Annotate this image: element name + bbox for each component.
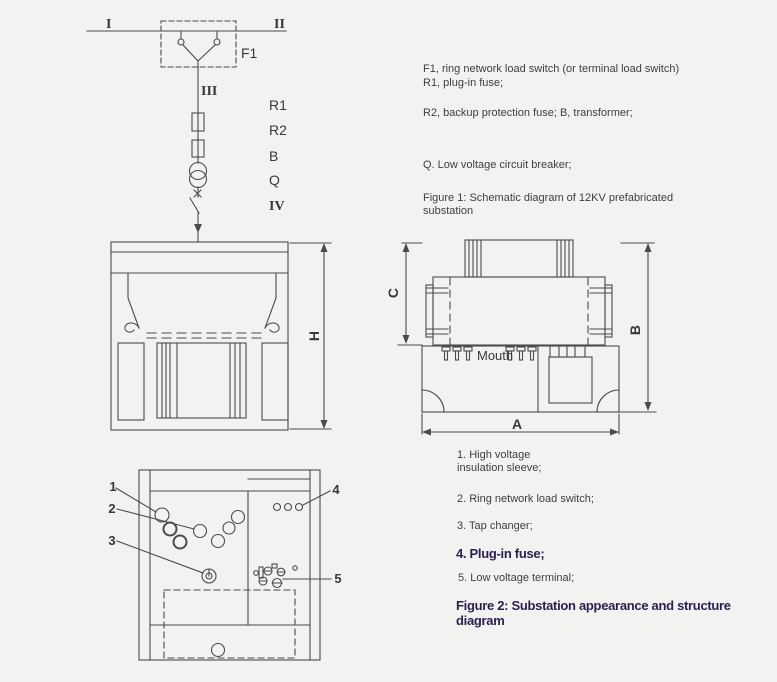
callout-1: 1 bbox=[109, 479, 117, 494]
callout-5: 5 bbox=[334, 571, 342, 586]
bus-right-label: II bbox=[274, 17, 285, 32]
outgoing-label: IV bbox=[269, 199, 285, 214]
c-dim-arrow-top bbox=[403, 243, 410, 252]
front-view-drawing bbox=[111, 233, 331, 430]
panel-outline bbox=[139, 470, 320, 660]
panel-view-drawing bbox=[108, 470, 341, 660]
legend-item-3: 3. Tap changer; bbox=[457, 520, 533, 532]
a-dim-arrow-left bbox=[422, 429, 431, 436]
callout-4: 4 bbox=[332, 482, 340, 497]
fuse2-label: R2 bbox=[269, 122, 287, 138]
panel-bottom-knob bbox=[212, 644, 225, 657]
note-f1: F1, ring network load switch (or terminal load switch) bbox=[423, 63, 680, 75]
note-q: Q. Low voltage circuit breaker; bbox=[423, 159, 572, 171]
base-access-panel bbox=[549, 357, 592, 403]
breaker-blade bbox=[190, 198, 199, 213]
front-right-cabinet bbox=[262, 343, 288, 420]
note-r2: R2, backup protection fuse; B, transformer; bbox=[423, 107, 633, 119]
h-dim-arrow-top bbox=[321, 243, 328, 252]
outgoing-arrow bbox=[194, 224, 202, 233]
c-dim-extensions bbox=[398, 243, 422, 345]
hood-clamp-left bbox=[125, 323, 139, 332]
callout-2: 2 bbox=[108, 501, 116, 516]
callout-3: 3 bbox=[108, 533, 116, 548]
side-view-drawing bbox=[385, 240, 656, 436]
figure1-schematic bbox=[87, 17, 287, 233]
flange-ticks bbox=[427, 288, 611, 334]
base-terminal-block bbox=[550, 346, 585, 357]
low-voltage-terminals bbox=[254, 564, 297, 588]
figure1-caption: Figure 1: Schematic diagram of 12KV prefabricated substation bbox=[423, 192, 674, 217]
hood-outline bbox=[128, 273, 276, 328]
base-corner-arc-right bbox=[597, 390, 619, 412]
h-dim-label: H bbox=[306, 330, 322, 342]
transformer-fins bbox=[162, 343, 240, 418]
panel-inner-frame bbox=[150, 470, 310, 660]
legend-item-2: 2. Ring network load switch; bbox=[457, 493, 594, 505]
b-dim-label: B bbox=[627, 324, 643, 336]
legend-item-5: 5. Low voltage terminal; bbox=[458, 572, 575, 584]
figure2-caption: Figure 2: Substation appearance and structure diagram bbox=[456, 598, 731, 628]
side-body bbox=[433, 277, 605, 345]
side-lid-ribs bbox=[469, 240, 569, 277]
c-dim-label: C bbox=[385, 287, 401, 299]
tap-changer-knob bbox=[202, 569, 216, 583]
fuse1-label: R1 bbox=[269, 97, 287, 113]
side-base bbox=[422, 346, 619, 412]
c-dim-arrow-bottom bbox=[403, 335, 410, 344]
note-r1: R1, plug-in fuse; bbox=[423, 77, 504, 89]
mouth-label: Mouth bbox=[477, 348, 514, 363]
breaker-label: Q bbox=[269, 172, 280, 188]
switch-blades bbox=[183, 45, 215, 61]
front-top-bands bbox=[111, 252, 288, 273]
b-dim-arrow-top bbox=[645, 243, 652, 252]
switch-stubs bbox=[181, 31, 217, 39]
transformer-label: B bbox=[269, 148, 279, 164]
base-corner-arc-left bbox=[422, 390, 444, 412]
switch-contact-left bbox=[178, 39, 184, 45]
legend-item-1: 1. High voltage insulation sleeve; bbox=[457, 449, 542, 474]
insulation-sleeve-bushings bbox=[155, 508, 245, 549]
side-body-dashed-lines bbox=[450, 278, 588, 344]
switch-label: F1 bbox=[241, 45, 258, 61]
feeder-label: III bbox=[201, 84, 218, 99]
plug-in-fuse-holes bbox=[274, 504, 303, 511]
switch-contact-right bbox=[214, 39, 220, 45]
a-dim-label: A bbox=[511, 416, 523, 432]
callout-leader-4 bbox=[303, 491, 330, 505]
a-dim-arrow-right bbox=[610, 429, 619, 436]
callout-leader-3 bbox=[117, 541, 203, 573]
h-dim-arrow-bottom bbox=[321, 420, 328, 429]
legend-item-4: 4. Plug-in fuse; bbox=[456, 546, 545, 561]
hood-dashed-rails bbox=[147, 333, 261, 338]
panel-dashed-door bbox=[164, 590, 295, 658]
b-dim-arrow-bottom bbox=[645, 402, 652, 411]
bus-left-label: I bbox=[106, 17, 112, 32]
hood-clamp-right bbox=[265, 323, 279, 332]
front-left-cabinet bbox=[118, 343, 144, 420]
